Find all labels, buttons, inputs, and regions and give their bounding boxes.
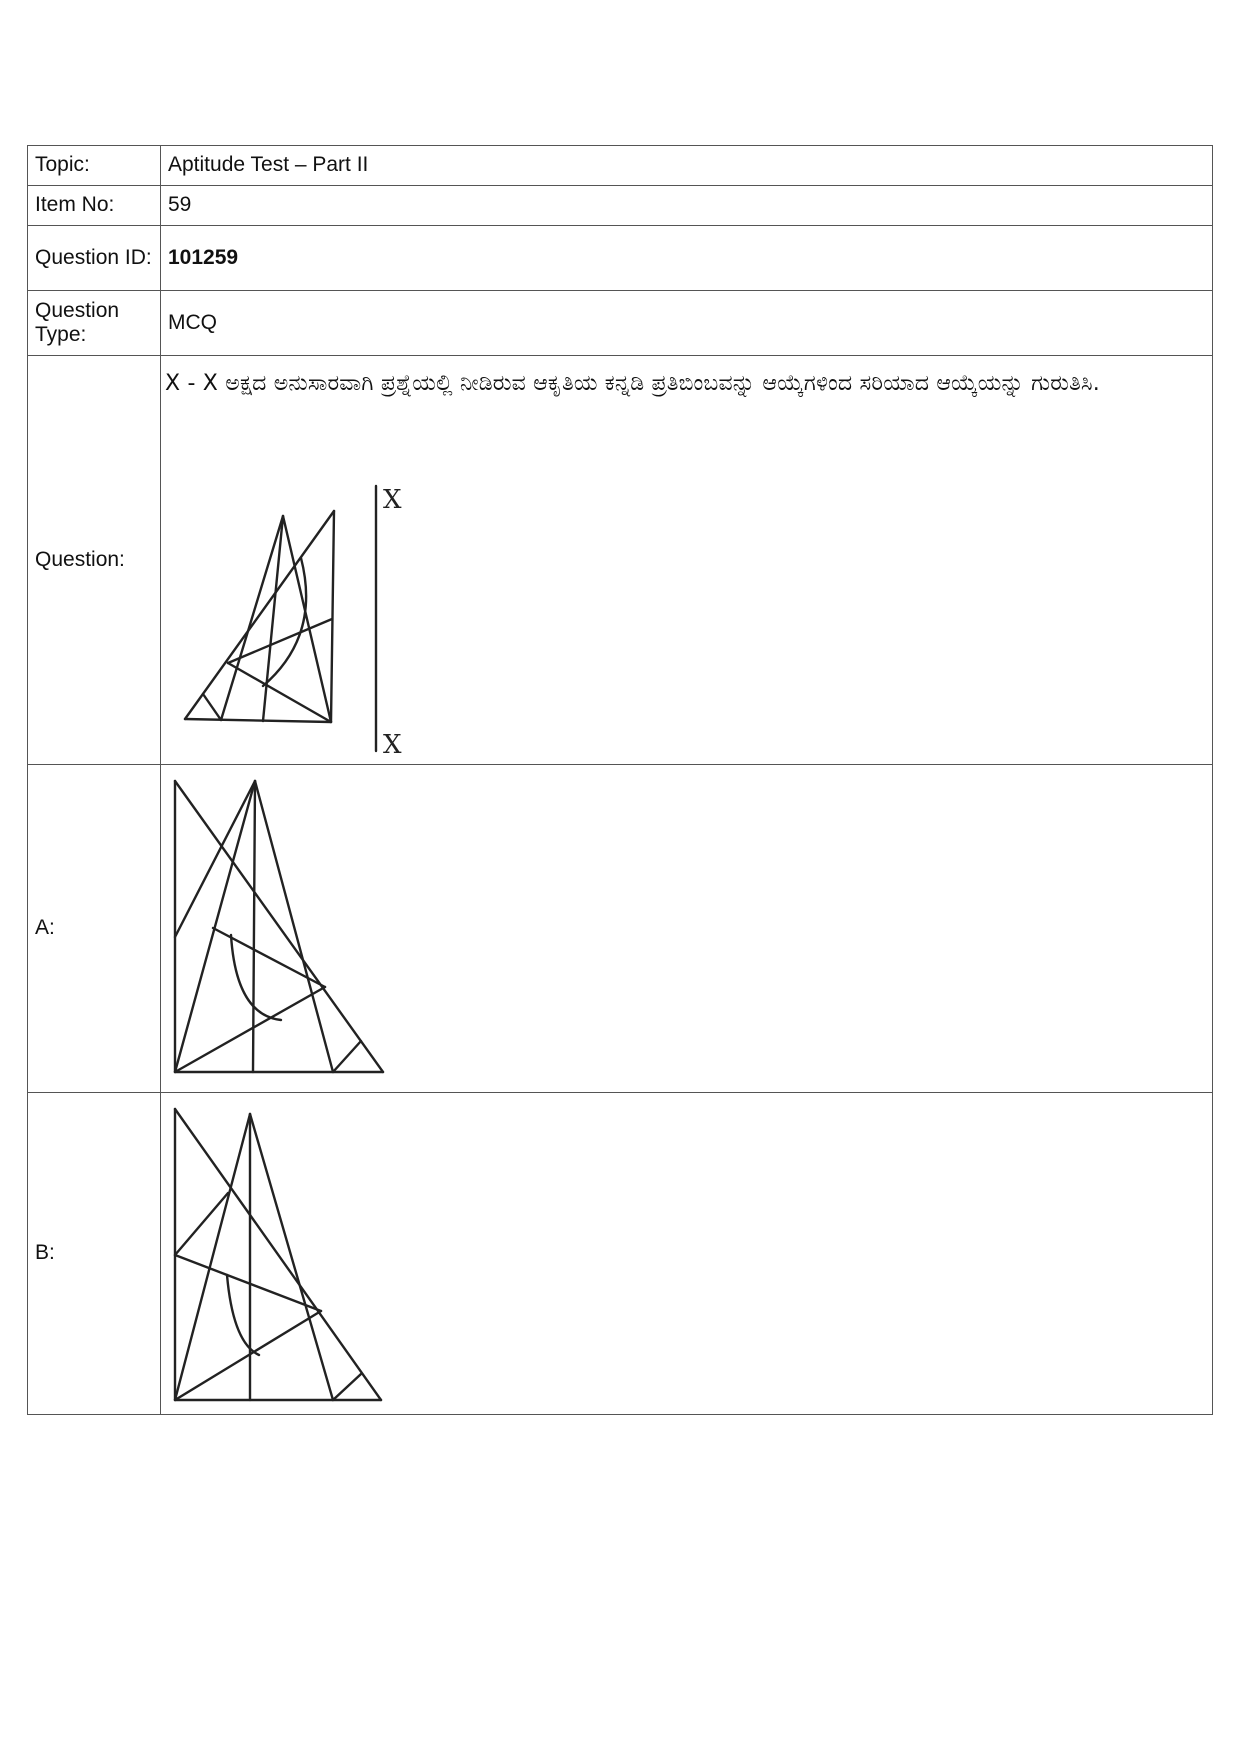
fig-line	[333, 1041, 361, 1072]
question-figure	[161, 456, 461, 756]
fig-line	[228, 663, 331, 722]
fig-line	[175, 1114, 250, 1400]
topic-value: Aptitude Test – Part II	[161, 146, 1213, 186]
fig-line	[185, 719, 331, 722]
axis-label-top: X	[383, 485, 402, 515]
fig-line	[250, 1114, 333, 1400]
fig-line	[185, 511, 334, 719]
question-text: X - X ಅಕ್ಷದ ಅನುಸಾರವಾಗಿ ಪ್ರಶ್ನೆಯಲ್ಲಿ ನೀಡಿರುವ ಆಕೃತಿಯ ಕನ್ನಡಿ ಪ್ರತಿಬಿಂಬವನ್ನು ಆಯ್ಕೆಗಳಿಂದ ಸರಿಯಾದ ಆಯ್ಕೆಯನ್ನು ಗುರುತಿಸಿ.	[165, 371, 1101, 396]
fig-curve	[227, 1275, 259, 1355]
fig-line	[175, 781, 255, 1072]
fig-line	[175, 987, 325, 1072]
option-a-label: A:	[28, 765, 161, 1093]
question-content	[161, 356, 1212, 764]
row-item-no	[28, 186, 1213, 226]
row-question-id	[28, 226, 1213, 291]
row-question-type	[28, 291, 1213, 356]
row-option-b	[28, 1093, 1213, 1415]
question-label: Question:	[28, 356, 161, 765]
fig-curve	[231, 935, 281, 1020]
row-topic	[28, 146, 1213, 186]
row-question	[28, 356, 1213, 765]
fig-line	[213, 928, 325, 987]
question-type-value: MCQ	[161, 291, 1213, 356]
row-option-a	[28, 765, 1213, 1093]
item-no-label: Item No:	[28, 186, 161, 226]
item-no-value: 59	[161, 186, 1213, 226]
option-a-cell[interactable]	[161, 765, 1213, 1093]
fig-line	[175, 1109, 381, 1400]
fig-line	[203, 694, 221, 720]
option-a-figure	[161, 765, 401, 1085]
question-id-value: 101259	[161, 226, 1213, 291]
option-b-cell[interactable]	[161, 1093, 1213, 1415]
fig-line	[175, 781, 255, 937]
fig-line	[331, 511, 334, 722]
fig-line	[175, 1311, 321, 1400]
question-cell	[161, 356, 1213, 765]
option-b-figure	[161, 1093, 401, 1413]
question-type-label: Question Type:	[28, 291, 161, 356]
fig-line	[333, 1374, 361, 1400]
option-b-label: B:	[28, 1093, 161, 1415]
question-table	[27, 145, 1213, 1415]
fig-line	[175, 781, 383, 1072]
axis-label-bottom: X	[383, 730, 402, 756]
fig-line	[255, 781, 333, 1072]
question-id-label: Question ID:	[28, 226, 161, 291]
topic-label: Topic:	[28, 146, 161, 186]
